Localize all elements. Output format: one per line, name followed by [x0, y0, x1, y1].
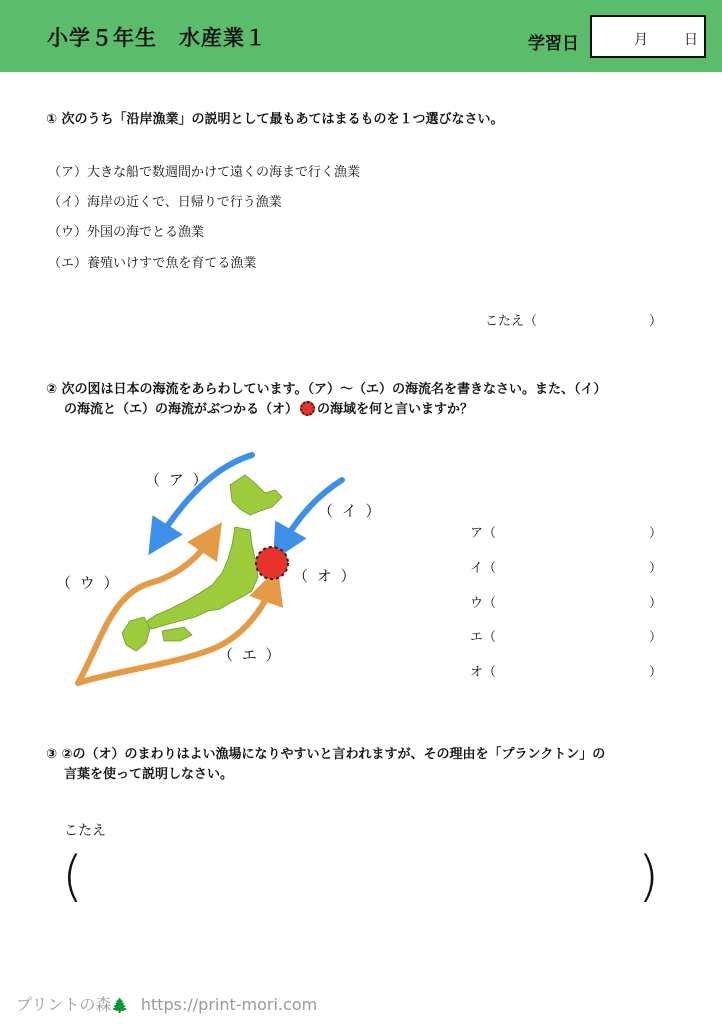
q3-open-paren: ( [62, 845, 84, 908]
q1-option-a: （ア）大きな船で数週間かけて遠くの海まで行く漁業 [48, 165, 361, 180]
brand-name: プリントの森 [16, 995, 112, 1014]
q2-answer-e-label: エ（ [470, 630, 497, 645]
q2-answer-a-field[interactable] [500, 518, 645, 540]
day-label: 日 [684, 32, 698, 48]
q3-answer-label: こたえ [64, 823, 106, 839]
shikoku-shape [162, 627, 192, 641]
q2-answer-i-field[interactable] [500, 553, 645, 575]
question-2-line2 [64, 400, 473, 420]
q1-answer-label: こたえ（ [485, 314, 538, 329]
date-field[interactable] [590, 15, 706, 58]
q2-answer-e-field[interactable] [500, 622, 645, 644]
q2-answer-a-close: ） [649, 526, 663, 541]
question-3-line2: 言葉を使って説明しなさい。 [64, 767, 234, 782]
question-1: ① 次のうち「沿岸漁業」の説明として最もあてはまるものを１つ選びなさい。 [46, 112, 504, 127]
q2-answer-o-field[interactable] [500, 657, 645, 679]
header-bar [0, 0, 722, 72]
q2-answer-o-label: オ（ [470, 665, 497, 680]
q2-answer-i-label: イ（ [470, 561, 497, 576]
q1-answer-field[interactable] [545, 306, 645, 328]
q3-close-paren: ) [638, 845, 660, 908]
q2-answer-o-close: ） [649, 665, 663, 680]
hokkaido-shape [230, 475, 282, 515]
kyushu-shape [122, 617, 150, 651]
question-3-line1: ③ ②の（オ）のまわりはよい漁場になりやすいと言われますが、その理由を「プランクトン」の [46, 747, 606, 762]
map-label-o: （ オ ） [293, 567, 358, 585]
month-label: 月 [634, 32, 648, 48]
question-2-text-a: の海流と（エ）の海流がぶつかる（オ） [64, 402, 299, 417]
q2-answer-u-close: ） [649, 596, 663, 611]
date-label: 学習日 [528, 34, 579, 54]
q2-answer-i-close: ） [649, 561, 663, 576]
question-2-line1: ② 次の図は日本の海流をあらわしています。（ア）〜（エ）の海流名を書きなさい。また、（イ） [46, 382, 607, 397]
q2-answer-u-label: ウ（ [470, 596, 497, 611]
map-label-a: （ ア ） [145, 471, 210, 489]
question-2-text-b: の海域を何と言いますか？ [317, 402, 474, 417]
site-url[interactable]: https://print-mori.com [140, 995, 318, 1014]
q2-answer-e-close: ） [649, 630, 663, 645]
page-title: 小学５年生 水産業１ [47, 26, 267, 50]
q2-answer-a-label: ア（ [470, 526, 497, 541]
q3-answer-field[interactable] [85, 852, 633, 912]
q2-answer-u-field[interactable] [500, 588, 645, 610]
q1-option-e: （エ）養殖いけすで魚を育てる漁業 [48, 256, 257, 271]
map-label-i: （ イ ） [318, 502, 383, 520]
map-label-u: （ ウ ） [56, 574, 121, 592]
meeting-zone-icon [300, 401, 315, 416]
tree-icon: 🌲 [111, 998, 129, 1014]
q1-option-i: （イ）海岸の近くで、日帰りで行う漁業 [48, 195, 282, 210]
meeting-zone-marker [256, 547, 288, 579]
footer [16, 992, 317, 1015]
q1-answer-close: ） [649, 314, 663, 329]
q1-option-u: （ウ）外国の海でとる漁業 [48, 225, 205, 240]
map-label-e: （ エ ） [218, 646, 283, 664]
